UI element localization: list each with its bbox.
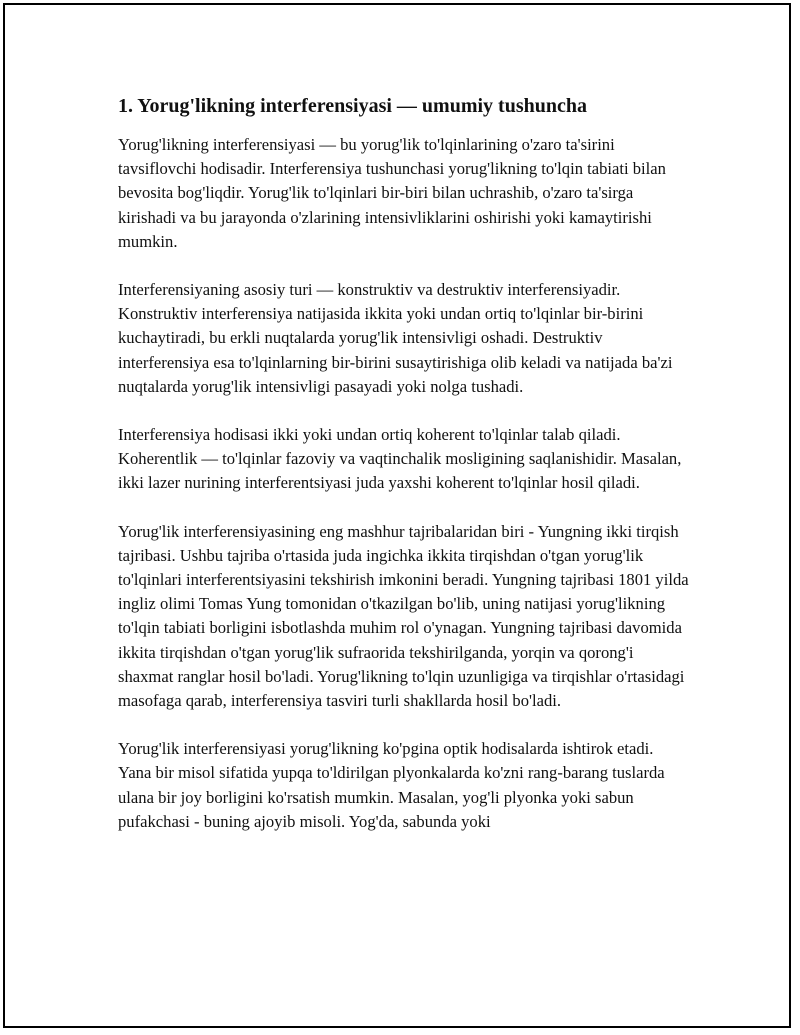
section-heading: 1. Yorug'likning interferensiyasi — umumiy tushuncha [118,95,587,117]
paragraph-2: Interferensiyaning asosiy turi — konstruktiv va destruktiv interferensiyadir. Konstruktiv interferensiya natijasida ikkita yoki undan ortiq to'lqinlar bir-birini kuchaytiradi, bu erkli nuqtalarda yorug'lik intensivligi oshadi. Destruktiv interferensiya esa to'lqinlarning bir-birini susaytirishiga olib keladi va natijada ba'zi nuqtalarda yorug'lik intensivligi pasayadi yoki nolga tushadi. [118,280,673,396]
document-body [118,92,690,858]
paragraph-4: Yorug'lik interferensiyasining eng mashhur tajribalaridan biri - Yungning ikki tirqish tajribasi. Ushbu tajriba o'rtasida juda ingichka ikkita tirqishdan o'tgan yorug'lik to'lqinlari interferentsiyasini tekshirish imkonini beradi. Yungning tajribasi 1801 yilda ingliz olimi Tomas Yung tomonidan o'tkazilgan bo'lib, uning natijasi yorug'likning to'lqin tabiati borligini isbotlashda muhim rol o'ynagan. Yungning tajribasi davomida ikkita tirqishdan o'tgan yorug'lik sufraorida tekshirilganda, yorqin va qorong'i shaxmat ranglar hosil bo'ladi. Yorug'likning to'lqin uzunligiga va tirqishlar o'rtasidagi masofaga qarab, interferensiya tasviri turli shakllarda hosil bo'ladi. [118,521,689,711]
paragraph-1: Yorug'likning interferensiyasi — bu yorug'lik to'lqinlarining o'zaro ta'sirini tavsiflovchi hodisadir. Interferensiya tushunchasi yorug'likning to'lqin tabiati bilan bevosita bog'liqdir. Yorug'lik to'lqinlari bir-biri bilan uchrashib, o'zaro ta'sirga kirishadi va bu jarayonda o'zlarining intensivliklarini oshirishi yoki kamaytirishi mumkin. [118,135,666,251]
paragraph-3: Interferensiya hodisasi ikki yoki undan ortiq koherent to'lqinlar talab qiladi. Koherentlik — to'lqinlar fazoviy va vaqtinchalik mosligining saqlanishidir. Masalan, ikki lazer nurining interferentsiyasi juda yaxshi koherent to'lqinlar hosil qiladi. [118,425,682,493]
paragraph-5: Yorug'lik interferensiyasi yorug'likning ko'pgina optik hodisalarda ishtirok etadi. Yana bir misol sifatida yupqa to'ldirilgan plyonkalarda ko'zni rang-barang tuslarda ulana bir joy borligini ko'rsatish mumkin. Masalan, yog'li plyonka yoki sabun pufakchasi - buning ajoyib misoli. Yog'da, sabunda yoki [118,739,665,831]
